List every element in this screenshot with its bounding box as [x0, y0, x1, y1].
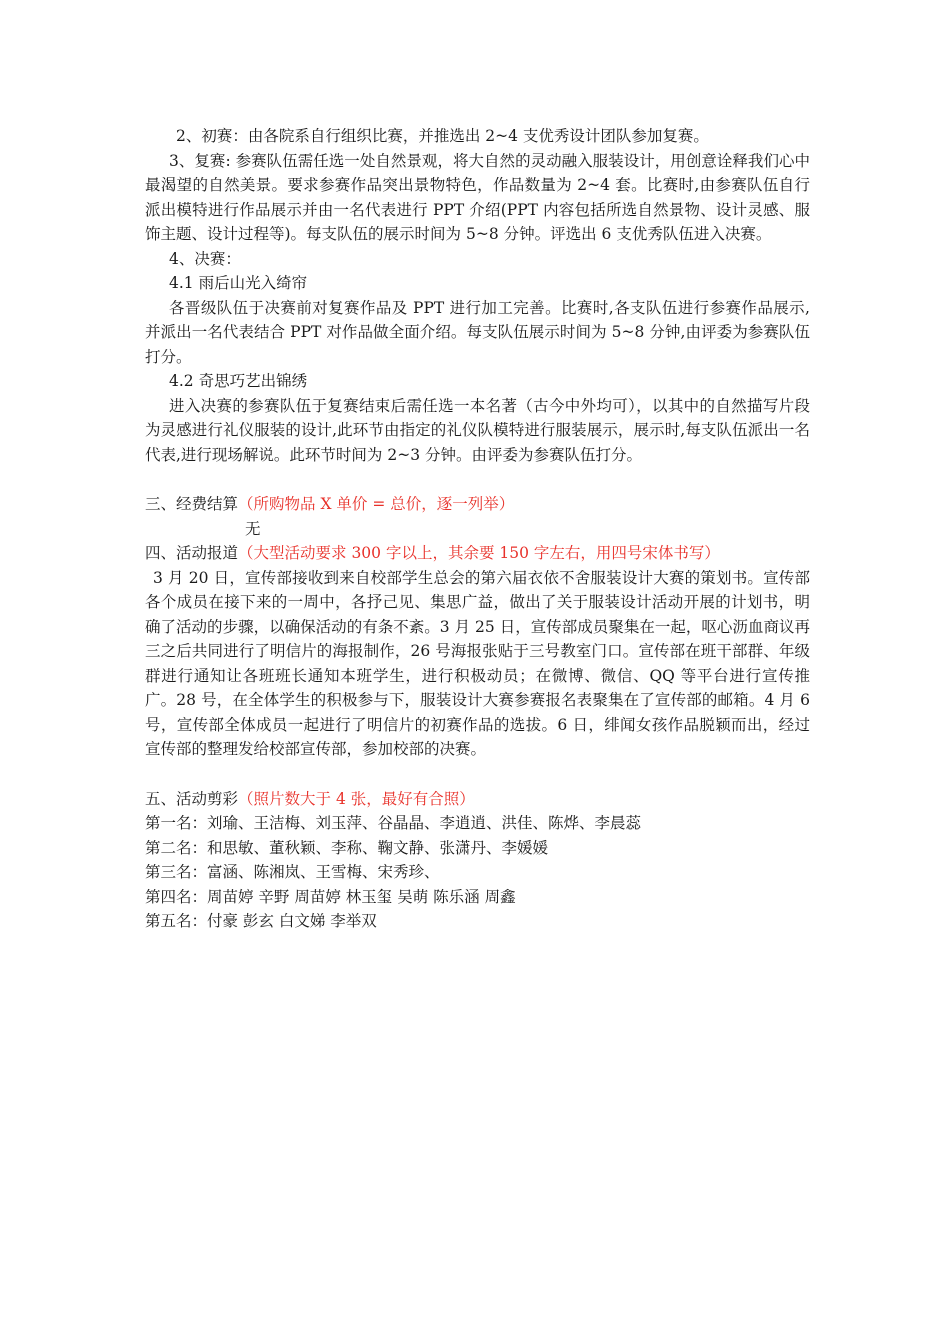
photos-heading: 五、活动剪彩 [145, 789, 239, 808]
photos-heading-line [145, 787, 810, 812]
budget-heading-line [145, 492, 810, 517]
budget-content: 无 [245, 519, 261, 538]
report-heading: 四、活动报道 [145, 544, 239, 562]
spacer [145, 467, 810, 492]
rule-final-42-body: 进入决赛的参赛队伍于复赛结束后需任选一本名著（古今中外均可），以其中的自然描写片段为灵感进行礼仪服装的设计,此环节由指定的礼仪队模特进行服装展示，展示时,每支队伍派出一名代表,进行现场解说。此环节时间为 2~3 分钟。由评委为参赛队伍打分。 [145, 396, 810, 464]
report-heading-line [145, 541, 810, 566]
winner-line-5: 第五名：付豪 彭玄 白文娣 李举双 [145, 912, 377, 930]
budget-heading: 三、经费结算 [145, 495, 239, 513]
rule-final-42-title: 4.2 奇思巧艺出锦绣 [169, 372, 308, 390]
rule-final-41-title: 4.1 雨后山光入绮帘 [169, 274, 308, 292]
report-note: （大型活动要求 300 字以上，其余要 150 字左右，用四号宋体书写） [238, 544, 720, 562]
rule-final-41-body: 各晋级队伍于决赛前对复赛作品及 PPT 进行加工完善。比赛时,各支队伍进行参赛作品展示, 并派出一名代表结合 PPT 对作品做全面介绍。每支队伍展示时间为 5~8 分钟,由评委为参赛队伍打分。 [145, 298, 810, 366]
photos-note: （照片数大于 4 张，最好有合照） [238, 789, 475, 808]
document-page [145, 124, 810, 934]
rule-round1: 2、初赛：由各院系自行组织比赛，并推选出 2~4 支优秀设计团队参加复赛。 [176, 127, 709, 145]
winner-line-1: 第一名：刘瑜、王洁梅、刘玉萍、谷晶晶、李逍逍、洪佳、陈烨、李晨蕊 [145, 814, 642, 832]
winner-line-4: 第四名：周苗婷 辛野 周苗婷 林玉玺 吴萌 陈乐涵 周鑫 [145, 887, 516, 906]
spacer [145, 762, 810, 787]
report-body: 3 月 20 日，宣传部接收到来自校部学生总会的第六届衣依不舍服装设计大赛的策划书。宣传部各个成员在接下来的一周中，各抒己见、集思广益，做出了关于服装设计活动开展的计划书，明确了活动的步骤，以确保活动的有条不紊。3 月 25 日，宣传部成员聚集在一起，呕心沥血商议再三之后共同进行了明信片的海报制作，26 号海报张贴于三号教室门口。宣传部在班干部群、年级群进行通知让各班班长通知本班学生，进行积极动员；在微博、微信、QQ 等平台进行宣传推广。28 号，在全体学生的积极参与下，服装设计大赛参赛报名表聚集在了宣传部的邮箱。4 月 6 号，宣传部全体成员一起进行了明信片的初赛作品的选拔。6 日，绯闻女孩作品脱颖而出，经过宣传部的整理发给校部宣传部，参加校部的决赛。 [145, 568, 810, 758]
winner-line-2: 第二名：和思敏、董秋颖、李称、鞠文静、张潇丹、李媛媛 [145, 838, 549, 857]
rule-round2: 3、复赛: 参赛队伍需任选一处自然景观，将大自然的灵动融入服装设计，用创意诠释我们心中最渴望的自然美景。要求参赛作品突出景物特色，作品数量为 2~4 套。比赛时,由参赛队伍自行派出模特进行作品展示并由一名代表进行 PPT 介绍(PPT 内容包括所选自然景物、设计灵感、服饰主题、设计过程等)。每支队伍的展示时间为 5~8 分钟。评选出 6 支优秀队伍进入决赛。 [145, 151, 810, 243]
winner-line-3: 第三名：富涵、陈湘岚、王雪梅、宋秀珍、 [145, 863, 440, 881]
budget-note: （所购物品 X 单价 = 总价，逐一列举） [238, 495, 515, 513]
rule-final-heading: 4、决赛： [169, 249, 241, 268]
